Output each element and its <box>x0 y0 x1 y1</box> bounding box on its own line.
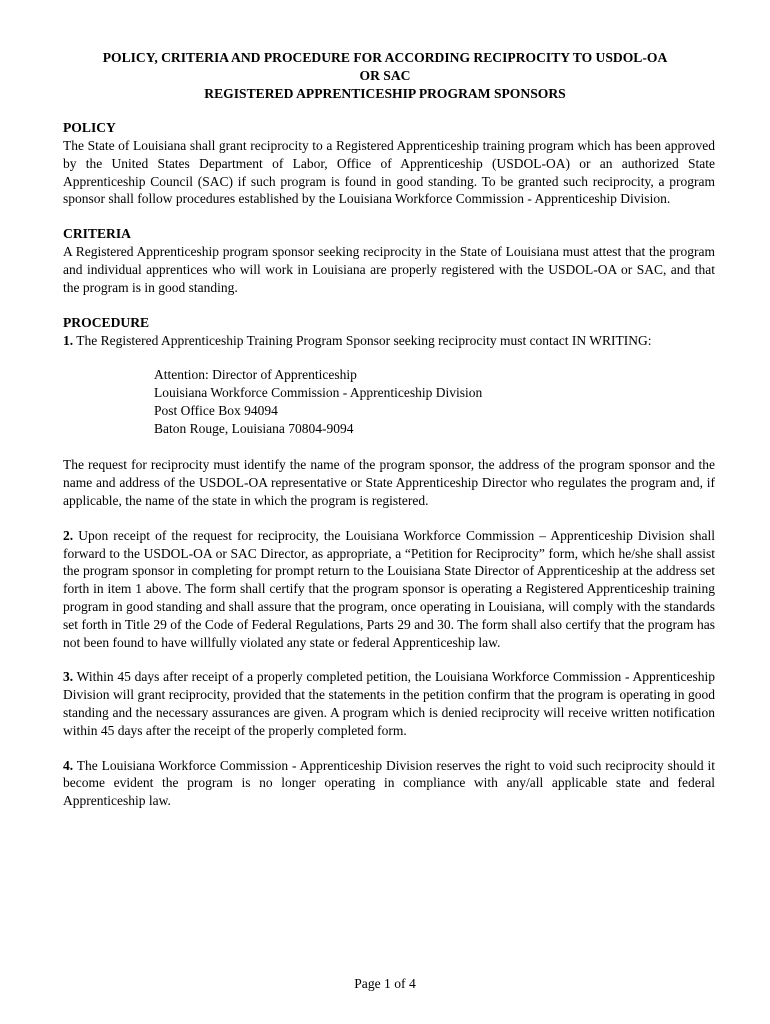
title-line-2: OR SAC <box>359 68 411 83</box>
address-line-4: Baton Rouge, Louisiana 70804-9094 <box>154 421 354 437</box>
item-3-text: Within 45 days after receipt of a properly completed petition, the Louisiana Workforce Commission - Apprenticeship Division will grant reciprocity, provided that the statements in the petition confirm that the program is operating in good standing and the necessary assurances are given. A program which is denied reciprocity will receive written notification within 45 days after the receipt of the properly completed form. <box>63 669 715 738</box>
policy-heading: POLICY <box>63 120 116 135</box>
document-title <box>40 49 730 103</box>
document-body <box>63 119 715 827</box>
item-4-text: The Louisiana Workforce Commission - Apprenticeship Division reserves the right to void such reciprocity should it become evident the program is no longer operating in compliance with any/all applicable state and federal Apprenticeship law. <box>63 757 715 809</box>
item-1-text: The Registered Apprenticeship Training Program Sponsor seeking reciprocity must contact IN WRITING: <box>76 332 652 348</box>
criteria-text: A Registered Apprenticeship program sponsor seeking reciprocity in the State of Louisiana must attest that the program and individual apprentices who will work in Louisiana are properly registered with the USDOL-OA or SAC, and that the program is in good standing. <box>63 244 715 295</box>
procedure-section <box>63 314 715 810</box>
title-line-3: REGISTERED APPRENTICESHIP PROGRAM SPONSORS <box>204 86 566 101</box>
procedure-item-4 <box>63 757 715 810</box>
procedure-item-1 <box>63 332 715 350</box>
policy-section <box>63 119 715 208</box>
item-3-number: 3. <box>63 669 74 685</box>
address-line-2: Louisiana Workforce Commission - Apprenticeship Division <box>154 385 483 401</box>
mailing-address <box>154 366 715 438</box>
request-requirements-text: The request for reciprocity must identify the name of the program sponsor, the address of the program sponsor and the name and address of the USDOL-OA representative or State Apprenticeship Director who regulates the program and, if applicable, the name of the state in which the program is registered. <box>63 457 715 508</box>
procedure-item-2 <box>63 527 715 652</box>
policy-text: The State of Louisiana shall grant reciprocity to a Registered Apprenticeship training program which has been approved by the United States Department of Labor, Office of Apprenticeship (USDOL-OA) or an authorized State Apprenticeship Council (SAC) if such program is found in good standing. To be granted such reciprocity, a program sponsor shall follow procedures established by the Louisiana Workforce Commission - Apprenticeship Division. <box>63 138 715 207</box>
address-line-1: Attention: Director of Apprenticeship <box>154 367 357 383</box>
criteria-section <box>63 225 715 296</box>
procedure-item-3 <box>63 668 715 739</box>
item-2-number: 2. <box>63 527 74 543</box>
page-number: Page 1 of 4 <box>354 976 416 991</box>
criteria-heading: CRITERIA <box>63 226 131 242</box>
address-line-3: Post Office Box 94094 <box>154 403 278 419</box>
procedure-heading: PROCEDURE <box>63 314 150 330</box>
item-4-number: 4. <box>63 757 74 773</box>
item-2-text: Upon receipt of the request for reciprocity, the Louisiana Workforce Commission – Apprenticeship Division shall forward to the USDOL-OA or SAC Director, as appropriate, a “Petition for Reciprocity” form, which he/she shall assist the program sponsor in completing for prompt return to the Louisiana State Director of Apprenticeship at the address set forth in item 1 above. The form shall certify that the program sponsor is operating a Registered Apprenticeship training program in good standing and shall assure that the program, once operating in Louisiana, will comply with the standards set forth in Title 29 of the Code of Federal Regulations, Parts 29 and 30. The form shall also certify that the program has not been found to have willfully violated any state or federal Apprenticeship law. <box>63 527 715 650</box>
title-line-1: POLICY, CRITERIA AND PROCEDURE FOR ACCORDING RECIPROCITY TO USDOL-OA <box>102 50 668 65</box>
item-1-number: 1. <box>63 332 74 348</box>
